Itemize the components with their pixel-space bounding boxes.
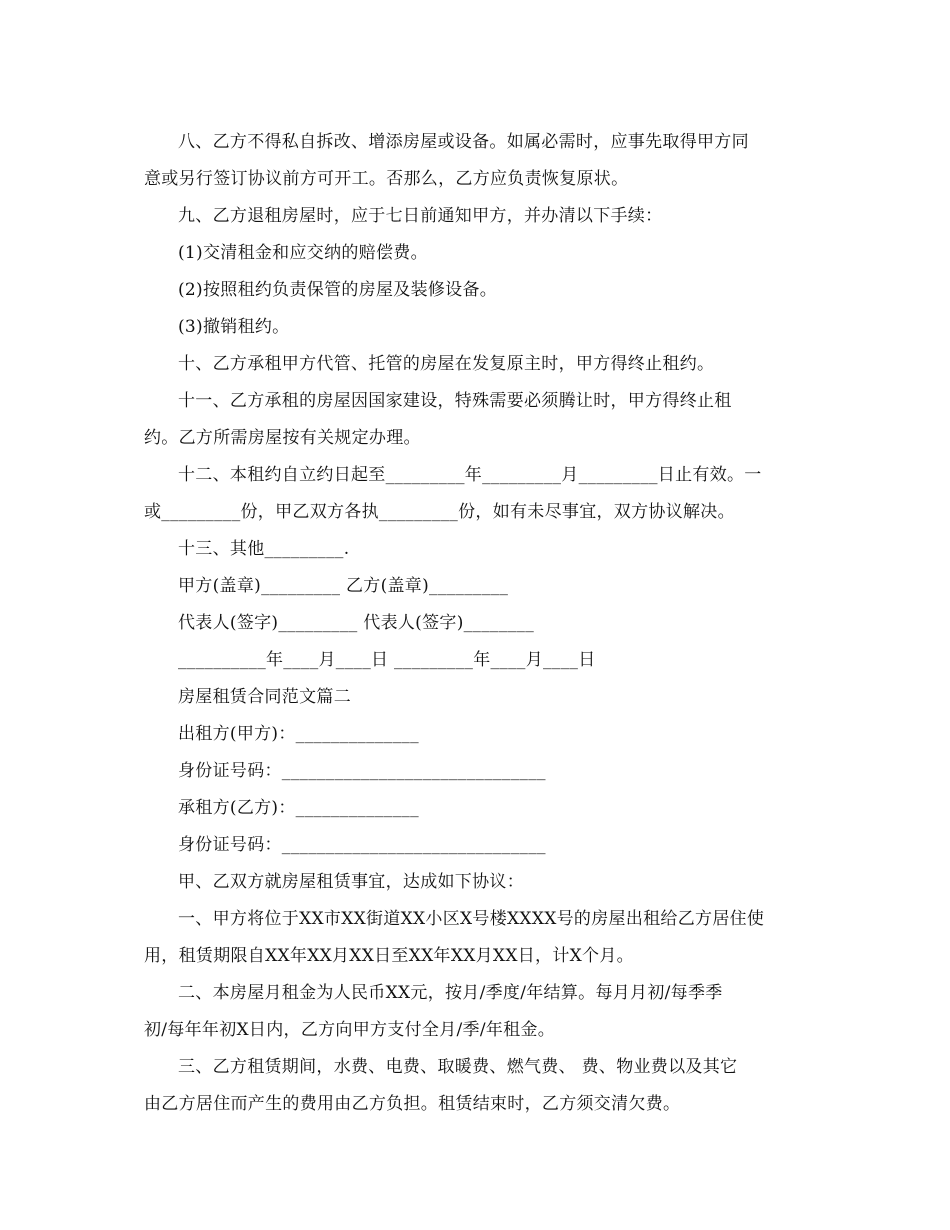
clause-8-line-2: 意或另行签订协议前方可开工。否那么，乙方应负责恢复原状。: [144, 169, 629, 189]
clause-12-line-2: 或_________份，甲乙双方各执_________份，如有未尽事宜，双方协议解决。: [144, 502, 735, 522]
clause-9-item-3: (3)撤销租约。: [178, 317, 290, 337]
article-2-line-1: 二、本房屋月租金为人民币XX元，按月/季度/年结算。每月月初/每季季: [178, 983, 723, 1003]
article-1-line-2: 用，租赁期限自XX年XX月XX日至XX年XX月XX日，计X个月。: [144, 946, 634, 966]
clause-9-item-1: (1)交清租金和应交纳的赔偿费。: [178, 243, 428, 263]
seal-line: 甲方(盖章)_________ 乙方(盖章)_________: [178, 576, 509, 596]
article-2-line-2: 初/每年年初X日内，乙方向甲方支付全月/季/年租金。: [144, 1020, 556, 1040]
clause-13: 十三、其他_________.: [178, 539, 350, 559]
clause-11-line-2: 约。乙方所需房屋按有关规定办理。: [144, 428, 421, 448]
clause-10: 十、乙方承租甲方代管、托管的房屋在发复原主时，甲方得终止租约。: [178, 354, 715, 374]
article-1-line-1: 一、甲方将位于XX市XX街道XX小区X号楼XXXX号的房屋出租给乙方居住使: [178, 909, 765, 929]
clause-11-line-1: 十一、乙方承租的房屋因国家建设，特殊需要必须腾让时，甲方得终止租: [178, 391, 732, 411]
article-3-line-2: 由乙方居住而产生的费用由乙方负担。租赁结束时，乙方须交清欠费。: [144, 1094, 681, 1114]
signature-line: 代表人(签字)_________ 代表人(签字)________: [178, 613, 535, 633]
section-title: 房屋租赁合同范文篇二: [178, 687, 351, 707]
lessee-field: 承租方(乙方)：______________: [178, 798, 419, 818]
lessor-field: 出租方(甲方)：______________: [178, 724, 419, 744]
lessor-id-field: 身份证号码：______________________________: [178, 761, 546, 781]
clause-12-line-1: 十二、本租约自立约日起至_________年_________月_________日止有效。一: [178, 465, 762, 485]
clause-9-item-2: (2)按照租约负责保管的房屋及装修设备。: [178, 280, 498, 300]
lessee-id-field: 身份证号码：______________________________: [178, 835, 546, 855]
clause-9: 九、乙方退租房屋时，应于七日前通知甲方，并办清以下手续：: [178, 206, 663, 226]
agreement-intro: 甲、乙双方就房屋租赁事宜，达成如下协议：: [178, 872, 524, 892]
date-line: __________年____月____日 _________年____月____日: [178, 650, 596, 670]
article-3-line-1: 三、乙方租赁期间，水费、电费、取暖费、燃气费、 费、物业费以及其它: [178, 1057, 738, 1077]
clause-8-line-1: 八、乙方不得私自拆改、增添房屋或设备。如属必需时，应事先取得甲方同: [178, 132, 749, 152]
